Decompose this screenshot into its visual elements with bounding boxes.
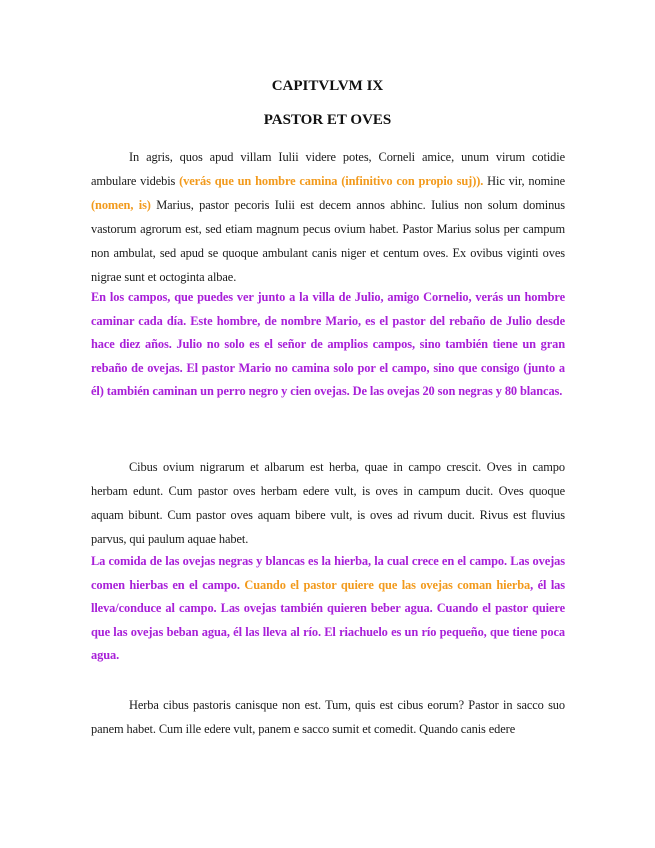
translation-text: , él las lleva/conduce al campo. Las ovejas también quieren beber agua. Cuando el pastor quiere que las ovejas beban agua, él las lleva al río. El riachuelo es un río pequeño, que tiene poca agua. [91, 577, 565, 662]
latin-paragraph-1 [91, 145, 565, 289]
section-title: PASTOR ET OVES [263, 112, 392, 128]
highlighted-translation: Cuando el pastor quiere que las ovejas coman hierba [244, 577, 531, 592]
chapter-title: CAPITVLVM IX [271, 78, 384, 94]
latin-paragraph-2: Cibus ovium nigrarum et albarum est herba, quae in campo crescit. Oves in campo herbam edunt. Cum pastor oves herbam edere vult, is oves in campum ducit. Oves quoque aquam bibunt. Cum pastor oves aquam bibere vult, is oves ad rivum ducit. Rivus est fluvius parvus, qui paulum aquae habet. [91, 460, 565, 546]
latin-text: Marius, pastor pecoris Iulii est decem annos abhinc. Iulius non solum dominus vastorum agrorum est, sed etiam magnum pecus ovium habet. Pastor Marius solus per campum non ambulat, sed apud se quoque ambulant canis niger et centum oves. Ex ovibus viginti oves nigrae sunt et octoginta albae. [91, 198, 565, 284]
latin-paragraph-3: Herba cibus pastoris canisque non est. Tum, quis est cibus eorum? Pastor in sacco suo panem habet. Cum ille edere vult, panem e sacco sumit et comedit. Quando canis edere [91, 698, 565, 736]
spanish-translation-2 [91, 550, 565, 668]
latin-text: Hic vir, nomine [483, 174, 565, 188]
latin-text: In agris, quos apud villam Iulii videre potes, Corneli amice, unum virum cotidie ambulare videbis [91, 150, 565, 188]
grammar-note: (verás que un hombre camina (infinitivo con propio suj)). [179, 174, 484, 188]
translation-text: La comida de las ovejas negras y blancas es la hierba, la cual crece en el campo. Las ovejas comen hierbas en el campo. [91, 554, 565, 592]
grammar-note: (nomen, is) [91, 198, 151, 212]
spanish-translation-1: En los campos, que puedes ver junto a la villa de Julio, amigo Cornelio, verás un hombre caminar cada día. Este hombre, de nombre Mario, es el pastor del rebaño de Julio desde hace diez años. Julio no solo es el señor de amplios campos, sino también tiene un gran rebaño de ovejas. El pastor Mario no camina solo por el campo, sino que consigo (junto a él) también caminan un perro negro y cien ovejas. De las ovejas 20 son negras y 80 blancas. [91, 290, 565, 398]
